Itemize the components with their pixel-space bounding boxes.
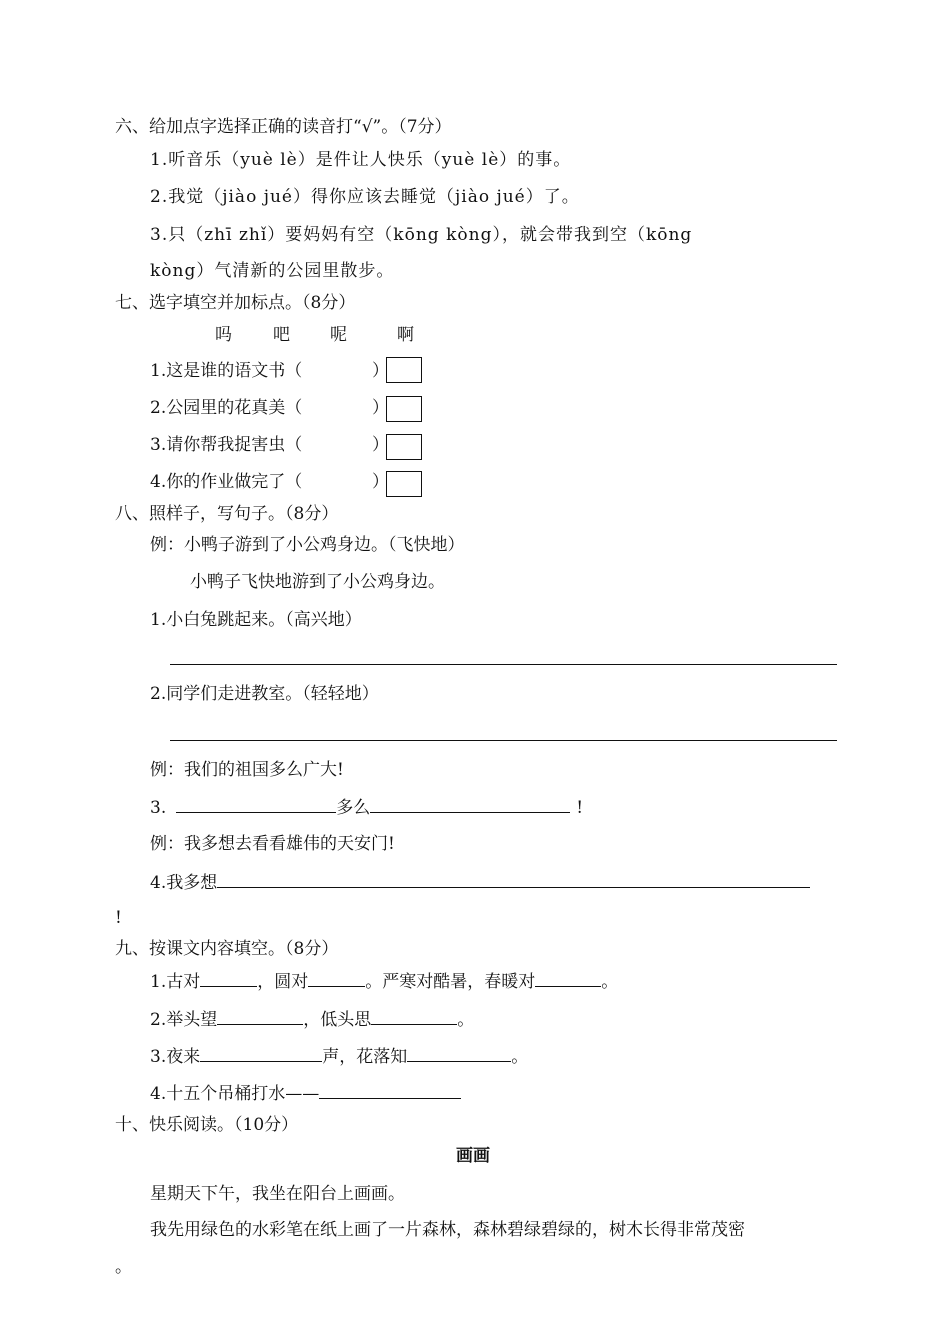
s8-example-1-answer: 小鸭子飞快地游到了小公鸡身边。 bbox=[190, 572, 445, 592]
s8-q4-prompt: 4.我多想 bbox=[150, 873, 218, 893]
s6-question-2: 2.我觉（jiào jué）得你应该去睡觉（jiào jué）了。 bbox=[150, 187, 580, 207]
s8-example-1: 例：小鸭子游到了小公鸡身边。（飞快地） bbox=[150, 535, 465, 555]
s9-q2-blank-2[interactable] bbox=[371, 1008, 457, 1025]
s8-question-3 bbox=[150, 796, 583, 819]
reading-paragraph-2: 我先用绿色的水彩笔在纸上画了一片森林，森林碧绿碧绿的，树木长得非常茂密 bbox=[150, 1220, 745, 1240]
s9-q1-text-d: 。 bbox=[601, 972, 619, 992]
s9-q2-blank-1[interactable] bbox=[217, 1008, 303, 1025]
s8-answer-line-2[interactable] bbox=[170, 740, 837, 741]
s7-item-4-close: ） bbox=[372, 472, 389, 492]
s9-q2-text-a: 2.举头望 bbox=[150, 1010, 218, 1030]
s7-item-3: 3.请你帮我捉害虫（ bbox=[150, 435, 303, 455]
section-7-heading: 七、选字填空并加标点。（8分） bbox=[115, 293, 356, 313]
s8-q4-blank[interactable] bbox=[217, 871, 810, 888]
s7-punct-box-1[interactable] bbox=[386, 357, 422, 383]
s8-example-3: 例：我多想去看看雄伟的天安门! bbox=[150, 834, 395, 854]
s9-q1-text-b: ，圆对 bbox=[257, 972, 309, 992]
s9-q3-text-c: 。 bbox=[511, 1047, 529, 1067]
s9-question-1 bbox=[150, 970, 618, 993]
s8-question-4 bbox=[150, 871, 810, 894]
s8-q3-middle: 多么 bbox=[336, 798, 371, 818]
s8-q3-blank-1[interactable] bbox=[176, 796, 336, 813]
section-8-heading: 八、照样子，写句子。（8分） bbox=[115, 504, 339, 524]
s9-q2-text-b: ，低头思 bbox=[303, 1010, 372, 1030]
s8-q3-end: ! bbox=[576, 798, 584, 818]
s9-question-2 bbox=[150, 1008, 474, 1031]
reading-paragraph-1: 星期天下午，我坐在阳台上画画。 bbox=[150, 1184, 405, 1204]
s9-q1-blank-2[interactable] bbox=[308, 970, 365, 987]
s7-punct-box-3[interactable] bbox=[386, 434, 422, 460]
s9-question-4 bbox=[150, 1082, 461, 1105]
s8-q3-number: 3. bbox=[150, 798, 167, 818]
s7-item-1: 1.这是谁的语文书（ bbox=[150, 361, 303, 381]
s9-q3-text-a: 3.夜来 bbox=[150, 1047, 201, 1067]
s7-item-3-close: ） bbox=[372, 435, 389, 455]
s8-q3-blank-2[interactable] bbox=[370, 796, 570, 813]
s9-question-3 bbox=[150, 1045, 528, 1068]
s9-q2-text-c: 。 bbox=[457, 1010, 475, 1030]
s9-q3-text-b: 声，花落知 bbox=[322, 1047, 408, 1067]
s9-q4-text: 4.十五个吊桶打水—— bbox=[150, 1084, 320, 1104]
s9-q3-blank-1[interactable] bbox=[200, 1045, 322, 1062]
s8-question-1: 1.小白兔跳起来。（高兴地） bbox=[150, 610, 362, 630]
section-6-heading: 六、给加点字选择正确的读音打“√”。（7分） bbox=[115, 117, 452, 137]
s8-question-2: 2.同学们走进教室。（轻轻地） bbox=[150, 684, 379, 704]
s7-punct-box-2[interactable] bbox=[386, 396, 422, 422]
s9-q1-blank-1[interactable] bbox=[200, 970, 257, 987]
s6-question-3-line-1: 3.只（zhī zhǐ）要妈妈有空（kōng kòng），就会带我到空（kōng bbox=[150, 225, 693, 245]
s6-question-1: 1.听音乐（yuè lè）是件让人快乐（yuè lè）的事。 bbox=[150, 150, 572, 170]
s9-q1-text-a: 1.古对 bbox=[150, 972, 201, 992]
s6-question-3-line-2: kòng）气清新的公园里散步。 bbox=[150, 261, 395, 281]
s7-item-1-close: ） bbox=[372, 361, 389, 381]
s7-option-2: 吧 bbox=[273, 325, 290, 345]
s8-q4-end: ! bbox=[115, 908, 122, 928]
s7-option-4: 啊 bbox=[397, 325, 414, 345]
s9-q1-text-c: 。严寒对酷暑，春暖对 bbox=[365, 972, 536, 992]
section-9-heading: 九、按课文内容填空。（8分） bbox=[115, 939, 339, 959]
s8-answer-line-1[interactable] bbox=[170, 664, 837, 665]
s7-option-1: 吗 bbox=[215, 325, 232, 345]
s9-q1-blank-3[interactable] bbox=[535, 970, 601, 987]
section-10-heading: 十、快乐阅读。（10分） bbox=[115, 1115, 299, 1135]
s7-punct-box-4[interactable] bbox=[386, 471, 422, 497]
s7-item-2: 2.公园里的花真美（ bbox=[150, 398, 303, 418]
s7-item-4: 4.你的作业做完了（ bbox=[150, 472, 303, 492]
s9-q3-blank-2[interactable] bbox=[407, 1045, 511, 1062]
s8-example-2: 例：我们的祖国多么广大! bbox=[150, 760, 344, 780]
s7-option-3: 呢 bbox=[330, 325, 347, 345]
s7-item-2-close: ） bbox=[372, 398, 389, 418]
reading-title: 画画 bbox=[456, 1146, 490, 1166]
reading-paragraph-2-end: 。 bbox=[115, 1257, 132, 1277]
s9-q4-blank[interactable] bbox=[319, 1082, 461, 1099]
